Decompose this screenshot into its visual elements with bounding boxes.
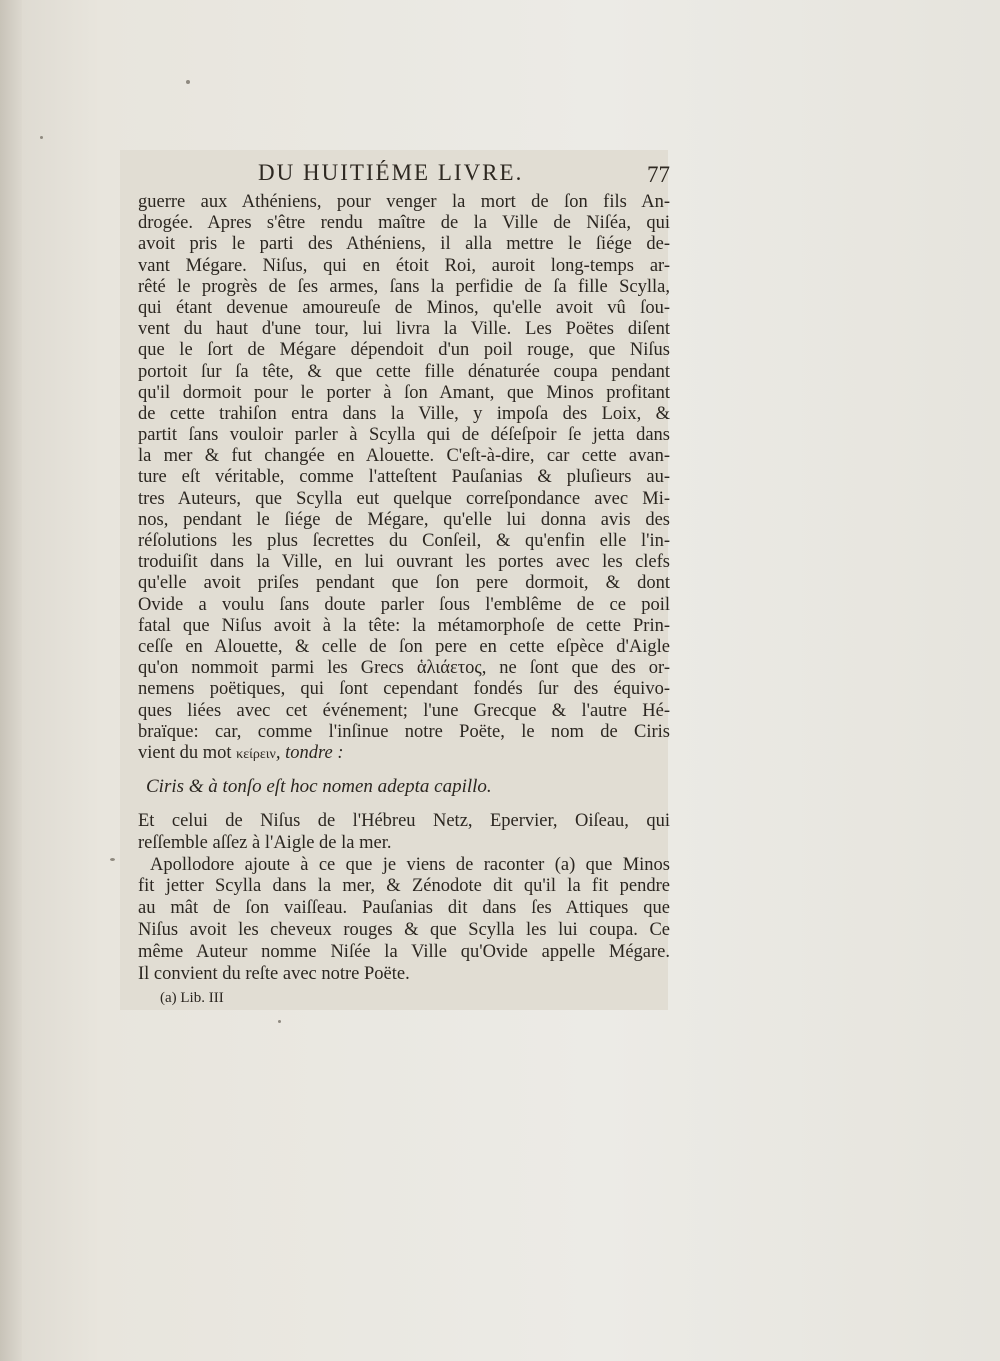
text-line: Il convient du reſte avec notre Poëte. bbox=[138, 963, 410, 984]
text-line-last bbox=[138, 743, 670, 764]
text-line: Ovide a voulu ſans doute parler ſous l'emblême de ce poil bbox=[138, 594, 670, 615]
text-line: guerre aux Athéniens, pour venger la mort de ſon fils An- bbox=[138, 192, 670, 212]
text-line: reſſemble aſſez à l'Aigle de la mer. bbox=[138, 832, 392, 853]
text-line-prefix: vient du mot bbox=[138, 742, 237, 763]
page-number: 77 bbox=[647, 162, 670, 187]
text-line: nemens poëtiques, qui ſont cependant fondés ſur des équivo- bbox=[138, 679, 670, 700]
page-spine-shadow bbox=[0, 0, 22, 1361]
paper-speck bbox=[278, 1020, 281, 1023]
text-line: qui étant devenue amoureuſe de Minos, qu'elle avoit vû ſou- bbox=[138, 297, 670, 318]
text-line: que le ſort de Mégare dépendoit d'un poil rouge, que Niſus bbox=[138, 340, 670, 361]
text-line: ture eſt véritable, comme l'atteſtent Pauſanias & pluſieurs au- bbox=[138, 467, 670, 488]
text-line: braïque: car, comme l'inſinue notre Poëte, le nom de Ciris bbox=[138, 721, 670, 742]
text-line: ques liées avec cet événement; l'une Grecque & l'autre Hé- bbox=[138, 700, 670, 721]
text-line: au mât de ſon vaiſſeau. Pauſanias dit dans ſes Attiques que bbox=[138, 898, 670, 919]
text-line: vant Mégare. Niſus, qui en étoit Roi, auroit long-temps ar- bbox=[138, 255, 670, 276]
greek-word: κείρειν bbox=[236, 746, 276, 762]
text-line: fatal que Niſus avoit à la tête: la métamorphoſe de cette Prin- bbox=[138, 615, 670, 636]
text-line: Apollodore ajoute à ce que je viens de raconter (a) que Minos bbox=[150, 854, 670, 875]
text-line: drogée. Apres s'être rendu maître de la Ville de Niſéa, qui bbox=[138, 213, 670, 234]
text-line: la mer & fut changée en Alouette. C'eſt-à-dire, car cette avan- bbox=[138, 446, 670, 467]
footnote: (a) Lib. III bbox=[160, 990, 224, 1006]
running-title: DU HUITIÉME LIVRE. bbox=[258, 160, 524, 185]
text-line: qu'elle avoit priſes pendant que ſon pere dormoit, & dont bbox=[138, 573, 670, 594]
text-line: même Auteur nomme Niſée la Ville qu'Ovide appelle Mégare. bbox=[138, 941, 670, 962]
paper-speck bbox=[110, 858, 115, 861]
paragraph-second bbox=[138, 811, 670, 985]
text-line: rêté le progrès de ſes armes, ſans la perfidie de ſa fille Scylla, bbox=[138, 276, 670, 297]
text-line: nos, pendant le ſiége de Mégare, qu'elle lui donna avis des bbox=[138, 509, 670, 530]
text-line: qu'on nommoit parmi les Grecs ἁλιάετος, ne ſont que des or- bbox=[138, 658, 670, 679]
text-line: vent du haut d'une tour, lui livra la Ville. Les Poëtes diſent bbox=[138, 319, 670, 340]
text-line: réſolutions les plus ſecrettes du Conſeil, & qu'enfin elle l'in- bbox=[138, 531, 670, 551]
paper-speck bbox=[40, 136, 43, 139]
text-line: ceſſe en Alouette, & celle de ſon pere en cette eſpèce d'Aigle bbox=[138, 636, 670, 657]
text-line: tres Auteurs, que Scylla eut quelque correſpondance avec Mi- bbox=[138, 488, 670, 509]
text-line: qu'il dormoit pour le porter à ſon Amant, que Minos profitant bbox=[138, 382, 670, 403]
body-text bbox=[138, 192, 670, 985]
verse-quote: Ciris & à tonſo eſt hoc nomen adepta capillo. bbox=[146, 776, 492, 798]
page-header bbox=[130, 160, 670, 190]
text-line: portoit ſur ſa tête, & que cette fille dénaturée coupa pendant bbox=[138, 361, 670, 382]
text-line: partit ſans vouloir parler à Scylla qui de déſeſpoir ſe jetta dans bbox=[138, 425, 670, 446]
paragraph-main bbox=[138, 192, 670, 743]
text-line: de cette trahiſon entra dans la Ville, y impoſa des Loix, & bbox=[138, 403, 670, 424]
paper-speck bbox=[186, 80, 190, 84]
italic-gloss: , tondre : bbox=[275, 742, 344, 763]
text-line: troduiſit dans la Ville, en lui ouvrant les portes avec les clefs bbox=[138, 552, 670, 573]
text-line: fit jetter Scylla dans la mer, & Zénodote dit qu'il la fit pendre bbox=[138, 876, 670, 897]
text-line: Niſus avoit les cheveux rouges & que Scylla les lui coupa. Ce bbox=[138, 920, 670, 941]
text-line: Et celui de Niſus de l'Hébreu Netz, Epervier, Oiſeau, qui bbox=[138, 811, 670, 832]
text-line: avoit pris le parti des Athéniens, il alla mettre le ſiége de- bbox=[138, 234, 670, 255]
